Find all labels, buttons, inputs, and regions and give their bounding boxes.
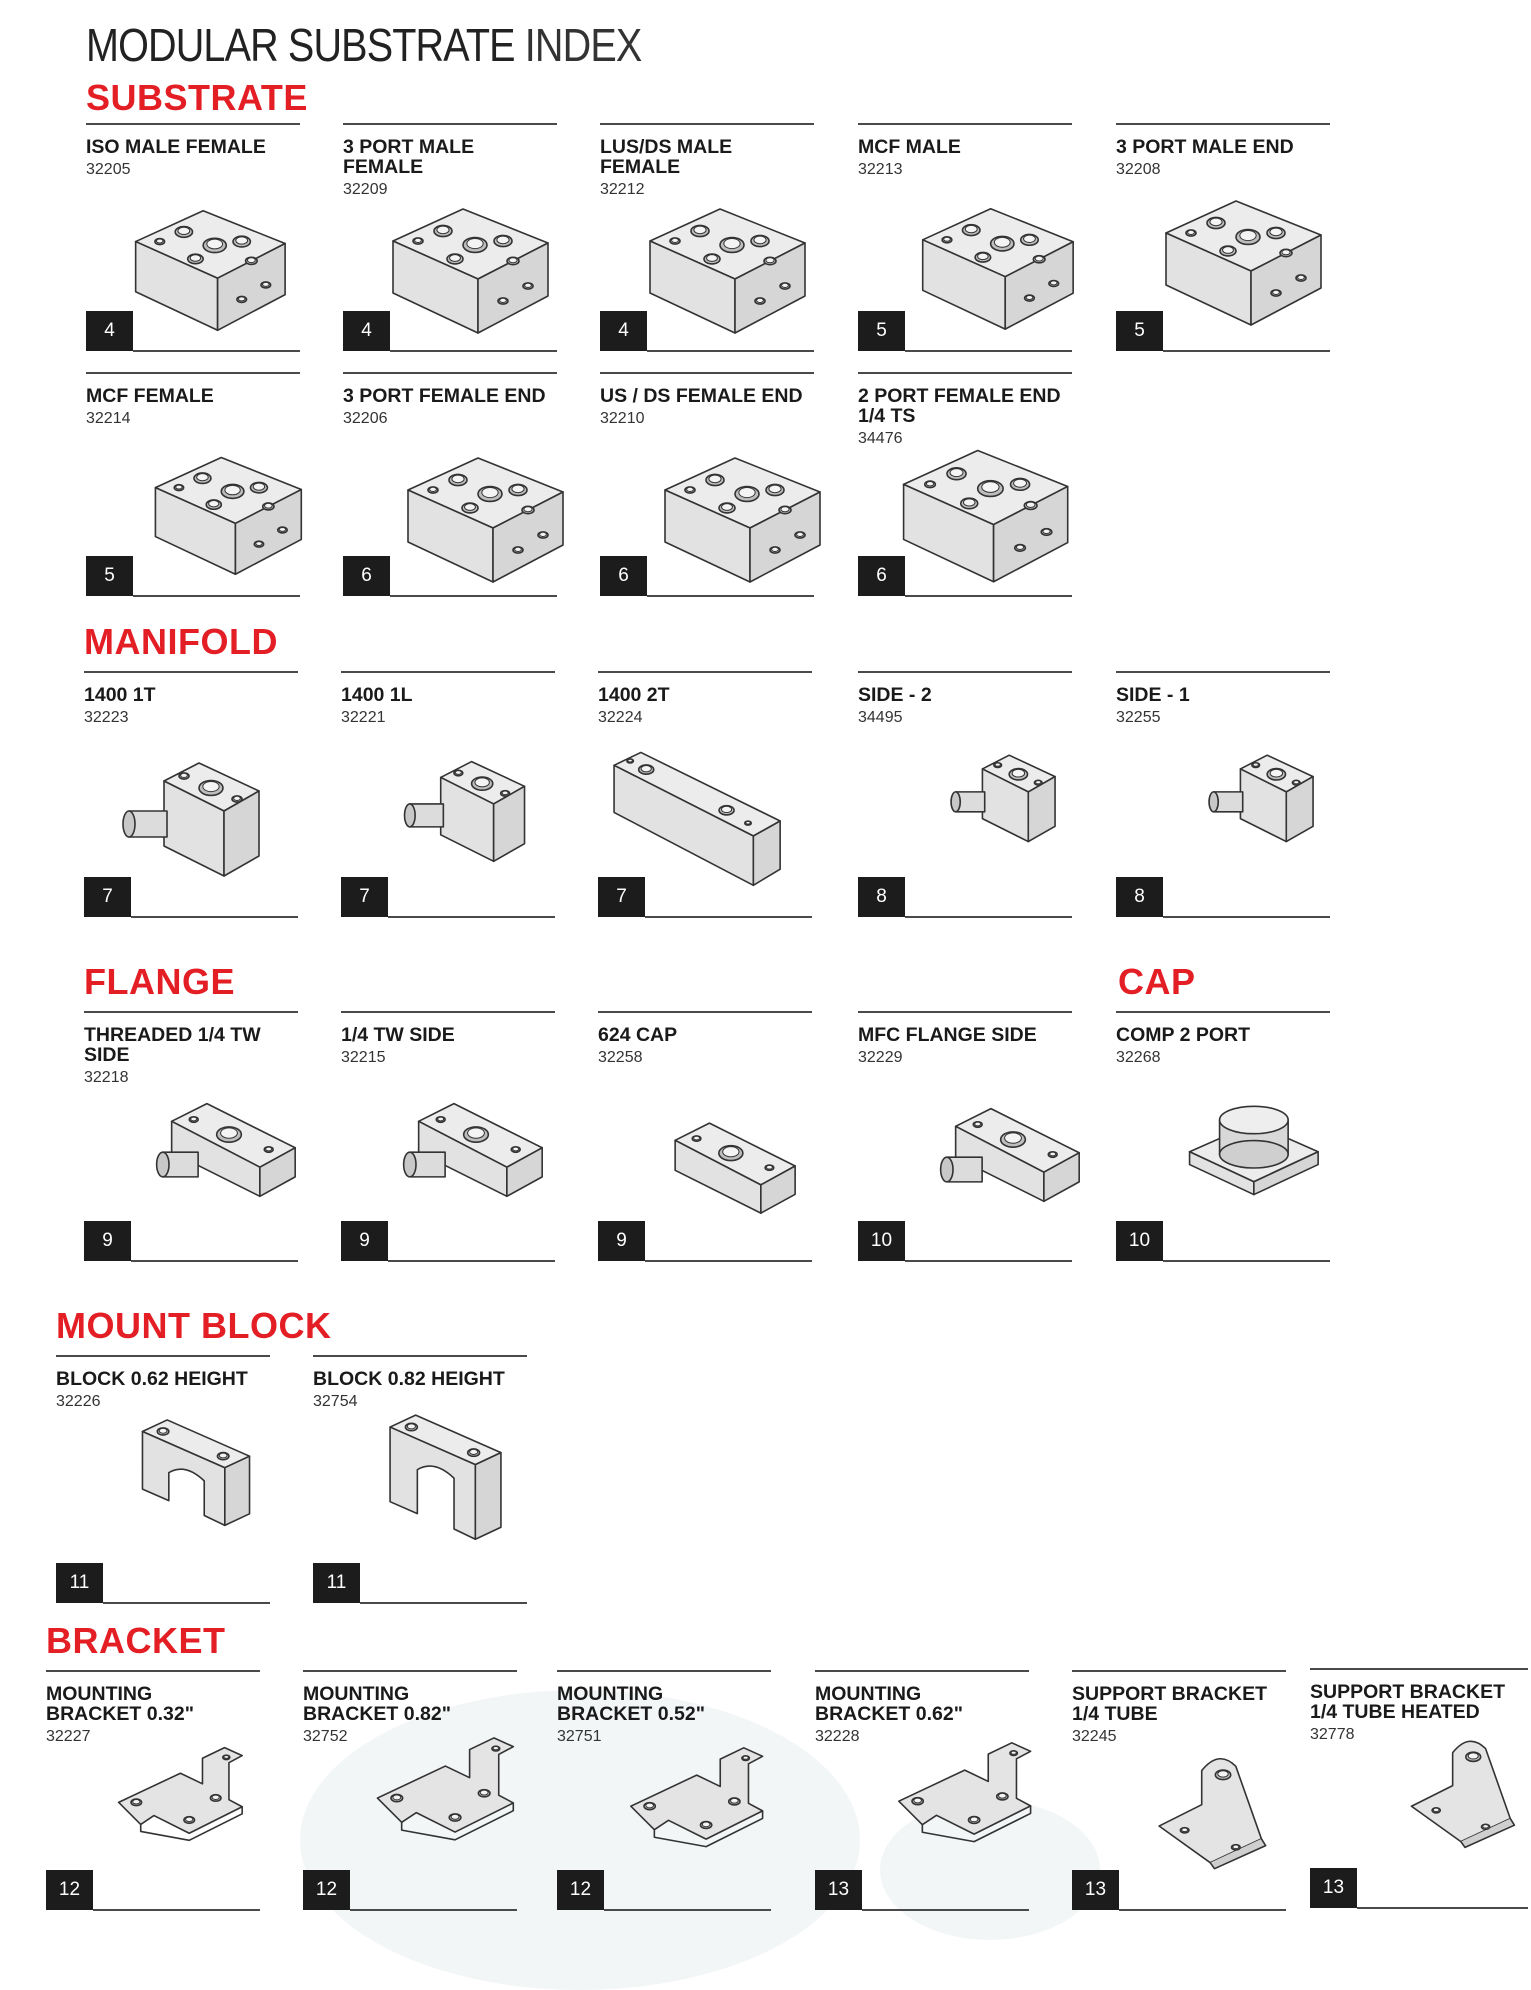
card-divider [557, 1670, 771, 1672]
bracket-icon [358, 1735, 523, 1885]
page-title-suffix: INDEX [524, 19, 642, 71]
product-card [56, 1355, 270, 1595]
page-number-badge: 10 [1116, 1221, 1163, 1261]
part-number: 32205 [86, 161, 131, 178]
page-number-badge: 13 [1072, 1870, 1119, 1910]
product-card [341, 1011, 555, 1251]
bracket-icon [101, 1745, 251, 1875]
product-name: 1400 1L [341, 684, 413, 706]
card-bottom-line [905, 350, 1072, 352]
manifold-icon [119, 751, 289, 891]
card-bottom-line [647, 595, 814, 597]
page-number-badge: 7 [598, 877, 645, 917]
product-name: MOUNTING BRACKET 0.82" [303, 1683, 451, 1725]
product-card [815, 1670, 1029, 1910]
part-number: 32218 [84, 1069, 129, 1086]
substrate-block-icon [126, 203, 296, 338]
card-bottom-line [390, 595, 557, 597]
part-number: 32226 [56, 1393, 101, 1410]
card-bottom-line [93, 1909, 260, 1911]
card-divider [313, 1355, 527, 1357]
part-number: 32212 [600, 181, 645, 198]
page-number-badge: 8 [858, 877, 905, 917]
part-number: 32210 [600, 410, 645, 427]
product-name: ISO MALE FEMALE [86, 136, 266, 158]
product-card [858, 123, 1072, 363]
card-bottom-line [862, 1909, 1029, 1911]
substrate-block-icon [146, 450, 306, 590]
part-number: 32258 [598, 1049, 643, 1066]
product-name: LUS/DS MALE FEMALE [600, 136, 733, 178]
product-name: 624 CAP [598, 1024, 678, 1046]
bracket-icon [880, 1740, 1040, 1890]
card-bottom-line [1163, 916, 1330, 918]
card-divider [303, 1670, 517, 1672]
card-divider [1116, 1011, 1330, 1013]
section-title-cap: CAP [1118, 961, 1196, 1002]
card-bottom-line [360, 1602, 527, 1604]
product-card [1072, 1670, 1286, 1910]
substrate-block-icon [655, 450, 825, 590]
page-title [86, 18, 641, 72]
part-number: 32221 [341, 709, 386, 726]
card-divider [1116, 123, 1330, 125]
page-number-badge: 7 [341, 877, 388, 917]
part-number: 32228 [815, 1728, 860, 1745]
card-bottom-line [1163, 1260, 1330, 1262]
product-card [1116, 123, 1330, 363]
part-number: 32754 [313, 1393, 358, 1410]
part-number: 32751 [557, 1728, 602, 1745]
part-number: 32215 [341, 1049, 386, 1066]
substrate-block-icon [398, 450, 568, 590]
card-divider [600, 123, 814, 125]
card-divider [858, 671, 1072, 673]
part-number: 32229 [858, 1049, 903, 1066]
product-card [303, 1670, 517, 1910]
product-card [343, 372, 557, 612]
product-name: COMP 2 PORT [1116, 1024, 1250, 1046]
flange-icon [938, 1091, 1088, 1231]
card-bottom-line [647, 350, 814, 352]
substrate-block-icon [640, 201, 810, 341]
product-card [341, 671, 555, 911]
page-number-badge: 12 [303, 1870, 350, 1910]
product-name: 2 PORT FEMALE END 1/4 TS [858, 385, 1061, 427]
product-card [1310, 1668, 1528, 1908]
product-card [1116, 671, 1330, 911]
card-bottom-line [388, 1260, 555, 1262]
product-card [598, 671, 812, 911]
part-number: 34495 [858, 709, 903, 726]
card-bottom-line [390, 350, 557, 352]
part-number: 32224 [598, 709, 643, 726]
part-number: 32209 [343, 181, 388, 198]
page-number-badge: 13 [1310, 1868, 1357, 1908]
product-card [858, 372, 1072, 612]
card-bottom-line [133, 595, 300, 597]
card-bottom-line [133, 350, 300, 352]
part-number: 32255 [1116, 709, 1161, 726]
product-name: 1400 2T [598, 684, 670, 706]
card-bottom-line [1163, 350, 1330, 352]
card-divider [56, 1355, 270, 1357]
section-title-substrate: SUBSTRATE [86, 77, 308, 118]
side-manifold-icon [948, 746, 1078, 896]
card-bottom-line [645, 916, 812, 918]
product-name: SUPPORT BRACKET 1/4 TUBE HEATED [1310, 1681, 1506, 1723]
card-divider [1310, 1668, 1528, 1670]
page-number-badge: 13 [815, 1870, 862, 1910]
card-bottom-line [604, 1909, 771, 1911]
product-card [600, 372, 814, 612]
page-number-badge: 4 [343, 311, 390, 351]
part-number: 34476 [858, 430, 903, 447]
card-divider [858, 372, 1072, 374]
card-bottom-line [131, 1260, 298, 1262]
page-number-badge: 4 [86, 311, 133, 351]
product-name: 1400 1T [84, 684, 156, 706]
page-number-badge: 6 [858, 556, 905, 596]
page-number-badge: 6 [343, 556, 390, 596]
page-title-main: MODULAR SUBSTRATE [86, 19, 515, 71]
product-card [858, 671, 1072, 911]
product-name: MFC FLANGE SIDE [858, 1024, 1037, 1046]
card-divider [598, 671, 812, 673]
cap-icon [1181, 1096, 1331, 1216]
card-divider [84, 1011, 298, 1013]
product-card [84, 1011, 298, 1251]
section-title-mount-block: MOUNT BLOCK [56, 1305, 332, 1346]
card-divider [84, 671, 298, 673]
flat-flange-icon [658, 1106, 808, 1226]
card-divider [343, 372, 557, 374]
substrate-block-icon [383, 201, 553, 341]
page-number-badge: 5 [858, 311, 905, 351]
manifold-icon [401, 751, 551, 891]
page-number-badge: 11 [313, 1563, 360, 1603]
product-name: MOUNTING BRACKET 0.32" [46, 1683, 194, 1725]
card-divider [46, 1670, 260, 1672]
product-card [600, 123, 814, 363]
card-bottom-line [350, 1909, 517, 1911]
tall-mount-block-icon [373, 1410, 518, 1575]
product-name: US / DS FEMALE END [600, 385, 803, 407]
card-divider [1072, 1670, 1286, 1672]
product-name: MCF FEMALE [86, 385, 214, 407]
card-bottom-line [905, 595, 1072, 597]
substrate-block-icon [913, 201, 1078, 341]
card-divider [598, 1011, 812, 1013]
product-name: 1/4 TW SIDE [341, 1024, 455, 1046]
side-manifold-icon [1206, 746, 1336, 896]
card-divider [858, 1011, 1072, 1013]
page-number-badge: 5 [86, 556, 133, 596]
substrate-block-icon [893, 442, 1073, 592]
card-bottom-line [388, 916, 555, 918]
product-name: MCF MALE [858, 136, 961, 158]
flange-icon [154, 1086, 304, 1226]
part-number: 32268 [1116, 1049, 1161, 1066]
page-number-badge: 10 [858, 1221, 905, 1261]
card-bottom-line [1357, 1907, 1528, 1909]
mount-block-icon [126, 1415, 266, 1565]
page-number-badge: 9 [84, 1221, 131, 1261]
card-divider [343, 123, 557, 125]
product-name: MOUNTING BRACKET 0.52" [557, 1683, 705, 1725]
page-number-badge: 12 [46, 1870, 93, 1910]
card-bottom-line [1119, 1909, 1286, 1911]
product-card [598, 1011, 812, 1251]
product-name: SIDE - 1 [1116, 684, 1190, 706]
product-card [858, 1011, 1072, 1251]
page-number-badge: 9 [341, 1221, 388, 1261]
page-number-badge: 9 [598, 1221, 645, 1261]
product-card [86, 123, 300, 363]
card-bottom-line [131, 916, 298, 918]
card-divider [86, 372, 300, 374]
card-bottom-line [905, 916, 1072, 918]
page-number-badge: 7 [84, 877, 131, 917]
part-number: 32208 [1116, 161, 1161, 178]
card-divider [86, 123, 300, 125]
long-manifold-icon [598, 746, 812, 896]
page-number-badge: 4 [600, 311, 647, 351]
product-name: SUPPORT BRACKET 1/4 TUBE [1072, 1683, 1268, 1725]
product-name: MOUNTING BRACKET 0.62" [815, 1683, 963, 1725]
section-title-bracket: BRACKET [46, 1620, 226, 1661]
substrate-block-icon [1156, 193, 1326, 333]
part-number: 32778 [1310, 1726, 1355, 1743]
page-number-badge: 5 [1116, 311, 1163, 351]
product-card [46, 1670, 260, 1910]
support-bracket-icon [1142, 1745, 1287, 1890]
card-divider [1116, 671, 1330, 673]
card-bottom-line [645, 1260, 812, 1262]
part-number: 32206 [343, 410, 388, 427]
page-number-badge: 11 [56, 1563, 103, 1603]
flange-icon [401, 1086, 551, 1226]
page-number-badge: 12 [557, 1870, 604, 1910]
part-number: 32213 [858, 161, 903, 178]
product-card [557, 1670, 771, 1910]
card-divider [341, 1011, 555, 1013]
product-card [1116, 1011, 1330, 1251]
card-divider [600, 372, 814, 374]
product-card [313, 1355, 527, 1595]
product-name: BLOCK 0.82 HEIGHT [313, 1368, 505, 1390]
card-bottom-line [905, 1260, 1072, 1262]
product-name: 3 PORT MALE END [1116, 136, 1294, 158]
part-number: 32752 [303, 1728, 348, 1745]
product-card [84, 671, 298, 911]
page-number-badge: 8 [1116, 877, 1163, 917]
product-name: SIDE - 2 [858, 684, 932, 706]
part-number: 32214 [86, 410, 131, 427]
product-name: 3 PORT MALE FEMALE [343, 136, 475, 178]
product-name: 3 PORT FEMALE END [343, 385, 546, 407]
card-bottom-line [103, 1602, 270, 1604]
card-divider [815, 1670, 1029, 1672]
card-divider [858, 123, 1072, 125]
product-card [86, 372, 300, 612]
section-title-flange: FLANGE [84, 961, 235, 1002]
product-name: BLOCK 0.62 HEIGHT [56, 1368, 248, 1390]
part-number: 32245 [1072, 1728, 1117, 1745]
part-number: 32223 [84, 709, 129, 726]
part-number: 32227 [46, 1728, 91, 1745]
card-divider [341, 671, 555, 673]
support-bracket-icon [1395, 1728, 1531, 1903]
bracket-icon [612, 1745, 772, 1880]
product-card [343, 123, 557, 363]
page-number-badge: 6 [600, 556, 647, 596]
product-name: THREADED 1/4 TW SIDE [84, 1024, 261, 1066]
section-title-manifold: MANIFOLD [84, 621, 278, 662]
